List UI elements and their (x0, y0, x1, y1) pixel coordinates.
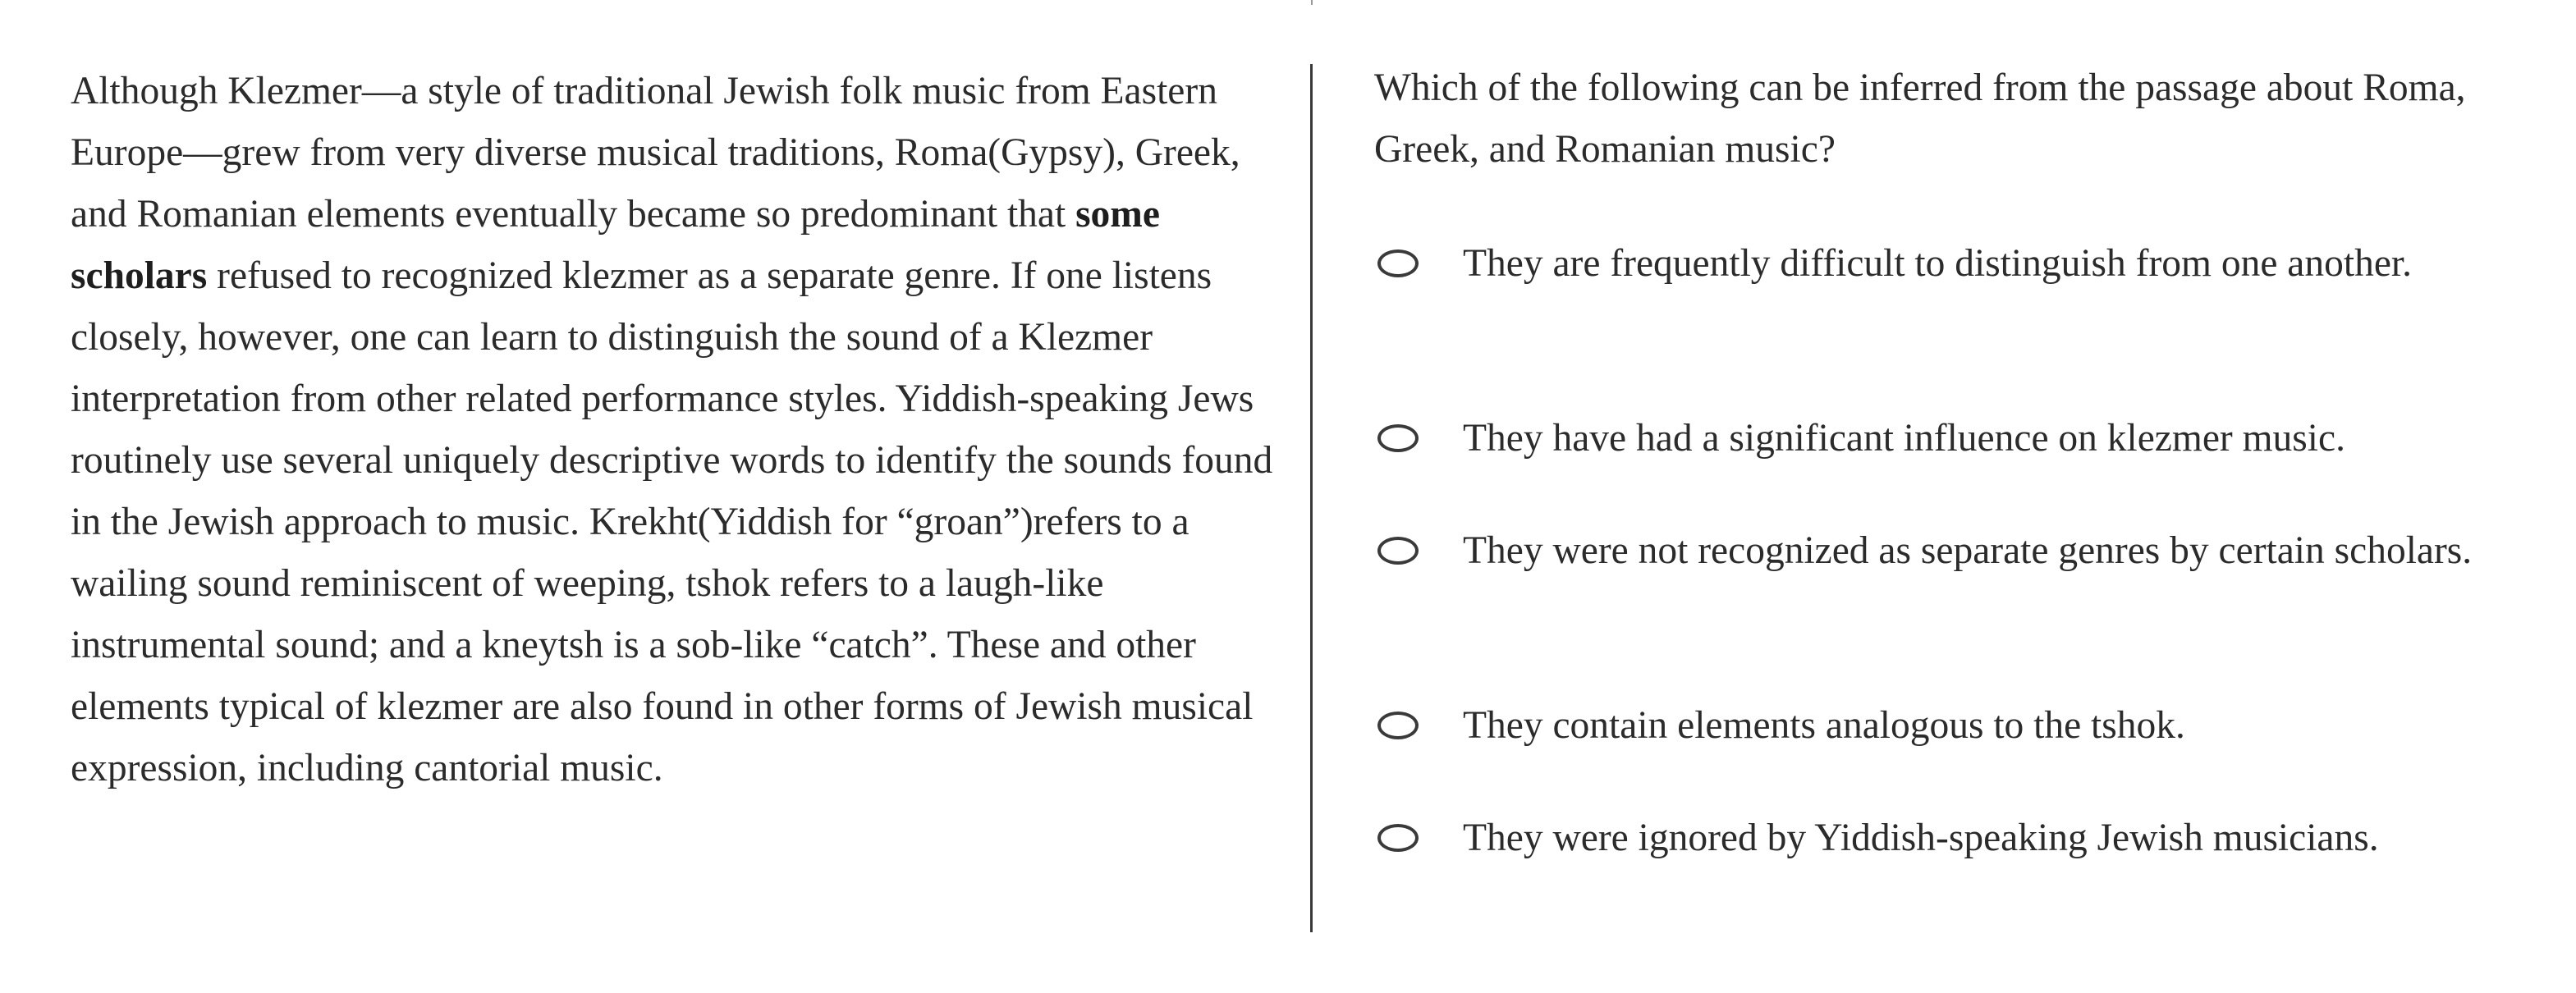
answer-option-label[interactable]: They have had a significant influence on klezmer music. (1463, 417, 2345, 460)
top-divider-tick (1311, 0, 1313, 5)
question-stem: Which of the following can be inferred from the passage about Roma, Greek, and Romanian music? (1374, 66, 2466, 171)
radio-circle-icon[interactable] (1377, 824, 1419, 852)
answer-option-label[interactable]: They contain elements analogous to the tshok. (1463, 704, 2185, 747)
answer-option-e[interactable] (1374, 808, 2548, 931)
answer-option-label[interactable]: They were ignored by Yiddish-speaking Jewish musicians. (1463, 817, 2379, 859)
passage-text-end: refused to recognized klezmer as a separate genre. If one listens closely, however, one can learn to distinguish the sound of a Klezmer interpretation from other related performance styles. Yiddish-speaking Jews routinely use several uniquely descriptive words to identify the sounds found in the Jewish approach to music. Krekht(Yiddish for “groan”)refers to a wailing sound reminiscent of weeping, tshok refers to a laugh-like instrumental sound; and a kneytsh is a sob-like “catch”. These and other elements typical of klezmer are also found in other forms of Jewish musical expression, including cantorial music. (71, 254, 1273, 789)
radio-circle-icon[interactable] (1377, 712, 1419, 739)
reading-passage (71, 61, 1286, 799)
answer-option-a[interactable] (1374, 233, 2548, 356)
answer-option-c[interactable] (1374, 520, 2548, 643)
passage-paragraph (71, 61, 1286, 799)
radio-circle-icon[interactable] (1377, 537, 1419, 565)
passage-bold-phrase: some scholars (71, 193, 1160, 297)
question-panel (1374, 57, 2548, 859)
answer-option-d[interactable] (1374, 695, 2548, 757)
panel-divider[interactable] (1310, 64, 1313, 932)
answer-option-b[interactable] (1374, 408, 2548, 469)
answer-option-label[interactable]: They are frequently difficult to distinguish from one another. (1463, 242, 2412, 285)
radio-circle-icon[interactable] (1377, 249, 1419, 277)
radio-circle-icon[interactable] (1377, 424, 1419, 452)
answer-option-label[interactable]: They were not recognized as separate genres by certain scholars. (1463, 529, 2473, 572)
passage-text-start: Although Klezmer—a style of traditional Jewish folk music from Eastern Europe—grew from very diverse musical traditions, Roma(Gypsy), Greek, and Romanian elements eventually became so predominant that (71, 70, 1240, 236)
